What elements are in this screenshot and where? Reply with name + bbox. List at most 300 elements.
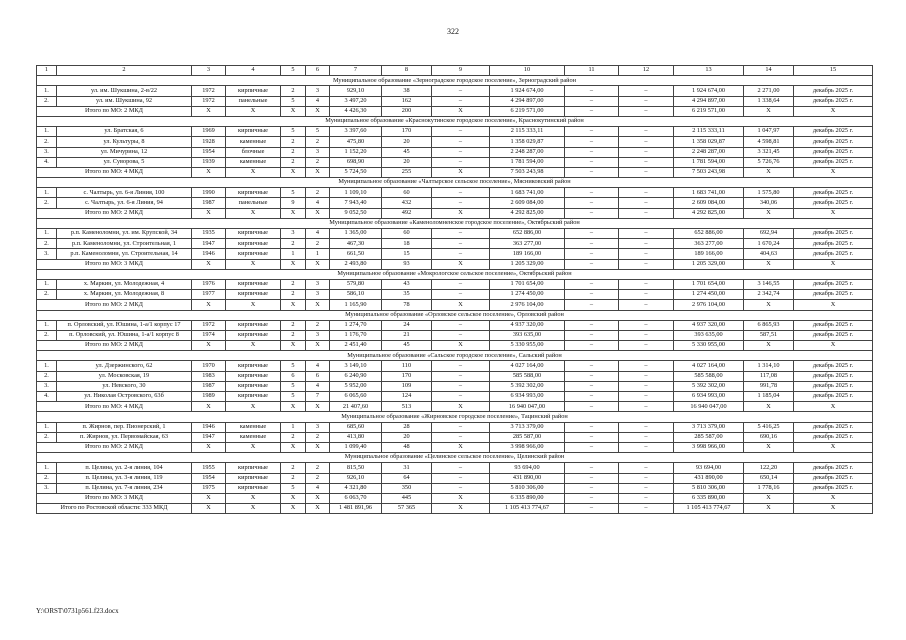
table-cell: 652 886,00: [674, 229, 744, 239]
column-number-cell: 8: [382, 66, 432, 76]
table-cell: X: [192, 208, 226, 218]
section-title-row: [37, 310, 873, 320]
table-cell: 393 635,00: [674, 330, 744, 340]
table-cell: 5: [281, 361, 306, 371]
table-cell: X: [192, 167, 226, 177]
table-cell: X: [794, 259, 873, 269]
table-cell: –: [565, 198, 619, 208]
table-cell: 6 335 890,00: [490, 493, 565, 503]
table-cell: –: [619, 320, 674, 330]
table-cell: X: [306, 402, 330, 412]
table-cell: X: [226, 259, 281, 269]
table-cell: 6: [281, 371, 306, 381]
table-cell: 4 937 320,00: [674, 320, 744, 330]
table-cell: 1 781 594,00: [674, 157, 744, 167]
table-cell: 2 976 104,00: [674, 300, 744, 310]
column-number-cell: 10: [490, 66, 565, 76]
table-cell: –: [565, 361, 619, 371]
table-cell: X: [432, 208, 490, 218]
table-cell: X: [226, 442, 281, 452]
table-cell: 585 588,00: [490, 371, 565, 381]
table-cell: X: [794, 402, 873, 412]
table-cell: 5 952,00: [330, 381, 382, 391]
table-row: [37, 249, 873, 259]
data-table: [36, 65, 873, 514]
table-cell: декабрь 2025 г.: [794, 157, 873, 167]
table-cell: 9: [281, 198, 306, 208]
table-cell: –: [432, 239, 490, 249]
table-cell: 815,50: [330, 463, 382, 473]
table-cell: X: [432, 504, 490, 514]
table-cell: 78: [382, 300, 432, 310]
table-cell: –: [432, 137, 490, 147]
table-cell: 5: [281, 392, 306, 402]
table-cell: 60: [382, 229, 432, 239]
table-cell: 2: [281, 137, 306, 147]
table-row: [37, 188, 873, 198]
table-row: [37, 290, 873, 300]
table-row: [37, 473, 873, 483]
table-cell: 3 149,10: [330, 361, 382, 371]
table-cell: 6: [306, 371, 330, 381]
table-cell: X: [306, 106, 330, 116]
table-row: [37, 361, 873, 371]
table-cell: декабрь 2025 г.: [794, 463, 873, 473]
table-cell: 2: [306, 473, 330, 483]
table-cell: X: [192, 341, 226, 351]
table-cell: 1 575,80: [744, 188, 794, 198]
table-row: [37, 239, 873, 249]
table-row: [37, 320, 873, 330]
table-cell: 4: [306, 361, 330, 371]
table-cell: X: [306, 341, 330, 351]
table-cell: 20: [382, 157, 432, 167]
table-cell: –: [565, 300, 619, 310]
table-row: [37, 371, 873, 381]
table-cell: 2: [306, 432, 330, 442]
column-number-row: [37, 66, 873, 76]
table-cell: –: [619, 157, 674, 167]
table-cell: –: [565, 249, 619, 259]
table-cell: –: [565, 432, 619, 442]
column-number-cell: 9: [432, 66, 490, 76]
table-cell: 4 292 825,00: [490, 208, 565, 218]
table-cell: 1.: [37, 422, 57, 432]
table-cell: –: [432, 86, 490, 96]
table-cell: –: [619, 493, 674, 503]
table-cell: 9 052,50: [330, 208, 382, 218]
table-cell: п. Целина, ул. 7-я линия, 234: [57, 483, 192, 493]
table-cell: кирпичные: [226, 361, 281, 371]
subtotal-label: Итого по МО: 3 МКД: [37, 493, 192, 503]
table-cell: 93 694,00: [674, 463, 744, 473]
table-cell: –: [619, 504, 674, 514]
table-cell: п. Жирнов, пер. Пионерский, 1: [57, 422, 192, 432]
table-cell: –: [565, 290, 619, 300]
table-cell: 2.: [37, 239, 57, 249]
table-cell: 1972: [192, 96, 226, 106]
table-cell: декабрь 2025 г.: [794, 198, 873, 208]
table-cell: 445: [382, 493, 432, 503]
table-cell: X: [226, 300, 281, 310]
subtotal-label: Итого по МО: 2 МКД: [37, 208, 192, 218]
table-cell: 4: [306, 96, 330, 106]
subtotal-row: [37, 259, 873, 269]
table-cell: 4 937 320,00: [490, 320, 565, 330]
table-cell: –: [432, 249, 490, 259]
table-cell: 2.: [37, 137, 57, 147]
table-cell: 6 240,90: [330, 371, 382, 381]
table-cell: –: [432, 188, 490, 198]
table-cell: 3 397,60: [330, 127, 382, 137]
table-cell: 2 248 287,00: [490, 147, 565, 157]
table-cell: 1 358 029,87: [674, 137, 744, 147]
table-cell: 6 865,93: [744, 320, 794, 330]
table-cell: 5: [281, 188, 306, 198]
table-cell: 1 047,97: [744, 127, 794, 137]
table-cell: кирпичные: [226, 239, 281, 249]
table-cell: 2: [281, 320, 306, 330]
table-cell: с. Чалтырь, ул. 6-я Линия, 100: [57, 188, 192, 198]
table-cell: 285 587,00: [674, 432, 744, 442]
table-cell: 1983: [192, 371, 226, 381]
table-cell: X: [744, 504, 794, 514]
table-cell: 1 481 891,96: [330, 504, 382, 514]
table-cell: 1 176,70: [330, 330, 382, 340]
table-cell: 1 185,04: [744, 392, 794, 402]
table-cell: 3.: [37, 381, 57, 391]
table-cell: декабрь 2025 г.: [794, 96, 873, 106]
table-cell: 1 274 450,00: [674, 290, 744, 300]
table-cell: 2 115 333,11: [674, 127, 744, 137]
table-cell: 2: [281, 330, 306, 340]
section-title: Муниципальное образование «Орловское сельское поселение», Орловский район: [37, 310, 873, 320]
table-cell: 24: [382, 320, 432, 330]
table-cell: 4: [306, 229, 330, 239]
table-cell: 1: [306, 249, 330, 259]
table-cell: п. Орловский, ул. Юшина, 1-а/1 корпус 17: [57, 320, 192, 330]
table-cell: 45: [382, 147, 432, 157]
table-cell: X: [306, 208, 330, 218]
table-cell: –: [619, 392, 674, 402]
table-cell: 1.: [37, 361, 57, 371]
table-cell: X: [432, 106, 490, 116]
table-cell: 929,10: [330, 86, 382, 96]
table-cell: 2: [306, 239, 330, 249]
table-cell: –: [619, 208, 674, 218]
table-row: [37, 198, 873, 208]
table-cell: 4 321,80: [330, 483, 382, 493]
table-cell: –: [432, 290, 490, 300]
table-cell: 3: [306, 147, 330, 157]
column-number-cell: 11: [565, 66, 619, 76]
table-cell: 162: [382, 96, 432, 106]
table-cell: 2.: [37, 198, 57, 208]
table-cell: 579,80: [330, 279, 382, 289]
table-cell: 21 407,60: [330, 402, 382, 412]
table-cell: –: [619, 371, 674, 381]
table-cell: X: [306, 259, 330, 269]
table-cell: X: [744, 300, 794, 310]
table-cell: 1.: [37, 188, 57, 198]
section-title: Муниципальное образование «Краснокутинское городское поселение», Краснокутинский район: [37, 116, 873, 126]
table-cell: р.п. Каменоломни, ул. Строительная, 14: [57, 249, 192, 259]
table-cell: ул. Дзержинского, 62: [57, 361, 192, 371]
table-cell: –: [619, 330, 674, 340]
table-cell: 15: [382, 249, 432, 259]
subtotal-label: Итого по МО: 2 МКД: [37, 300, 192, 310]
subtotal-row: [37, 208, 873, 218]
table-cell: –: [619, 127, 674, 137]
table-cell: 48: [382, 442, 432, 452]
table-cell: 110: [382, 361, 432, 371]
table-cell: –: [565, 167, 619, 177]
section-title: Муниципальное образование «Каменоломненское городское поселение», Октябрьский район: [37, 218, 873, 228]
table-cell: X: [281, 341, 306, 351]
table-cell: 7: [306, 392, 330, 402]
subtotal-row: [37, 167, 873, 177]
table-cell: –: [432, 432, 490, 442]
table-cell: 1 701 654,00: [490, 279, 565, 289]
table-cell: –: [432, 279, 490, 289]
table-cell: 3: [281, 229, 306, 239]
table-cell: –: [565, 259, 619, 269]
table-cell: X: [794, 106, 873, 116]
table-cell: 5: [281, 381, 306, 391]
table-cell: 650,14: [744, 473, 794, 483]
table-cell: 1 701 654,00: [674, 279, 744, 289]
table-cell: –: [432, 483, 490, 493]
table-cell: 2: [281, 279, 306, 289]
table-cell: –: [432, 473, 490, 483]
table-cell: X: [226, 208, 281, 218]
table-cell: 3 998 966,00: [674, 442, 744, 452]
table-row: [37, 432, 873, 442]
table-cell: кирпичные: [226, 483, 281, 493]
table-cell: 5 416,25: [744, 422, 794, 432]
subtotal-row: [37, 442, 873, 452]
table-cell: 1935: [192, 229, 226, 239]
table-cell: кирпичные: [226, 381, 281, 391]
table-cell: X: [226, 504, 281, 514]
table-row: [37, 392, 873, 402]
table-cell: –: [565, 279, 619, 289]
table-cell: –: [565, 239, 619, 249]
table-cell: X: [192, 300, 226, 310]
table-cell: 690,16: [744, 432, 794, 442]
table-cell: 7 503 243,98: [490, 167, 565, 177]
table-cell: 38: [382, 86, 432, 96]
table-cell: 4: [306, 198, 330, 208]
section-title: Муниципальное образование «Целинское сельское поселение», Целинский район: [37, 453, 873, 463]
subtotal-row: [37, 300, 873, 310]
table-cell: –: [619, 279, 674, 289]
table-cell: декабрь 2025 г.: [794, 249, 873, 259]
table-cell: 16 940 047,00: [490, 402, 565, 412]
table-row: [37, 279, 873, 289]
table-cell: 285 587,00: [490, 432, 565, 442]
table-cell: 404,63: [744, 249, 794, 259]
table-cell: 1.: [37, 229, 57, 239]
table-cell: –: [565, 208, 619, 218]
table-cell: 20: [382, 137, 432, 147]
table-cell: X: [432, 493, 490, 503]
table-cell: 926,10: [330, 473, 382, 483]
table-cell: 5: [281, 96, 306, 106]
table-cell: X: [192, 259, 226, 269]
table-cell: 1947: [192, 432, 226, 442]
table-cell: 2.: [37, 432, 57, 442]
table-cell: ул. Мичурина, 12: [57, 147, 192, 157]
table-cell: декабрь 2025 г.: [794, 473, 873, 483]
subtotal-label: Итого по МО: 2 МКД: [37, 341, 192, 351]
table-cell: декабрь 2025 г.: [794, 483, 873, 493]
table-cell: X: [744, 341, 794, 351]
table-cell: –: [565, 96, 619, 106]
table-cell: 4: [306, 381, 330, 391]
table-cell: X: [744, 167, 794, 177]
table-cell: ул. Братская, 6: [57, 127, 192, 137]
table-cell: X: [281, 442, 306, 452]
subtotal-label: Итого по МО: 4 МКД: [37, 402, 192, 412]
table-cell: X: [281, 208, 306, 218]
table-cell: –: [432, 147, 490, 157]
table-cell: 2: [306, 463, 330, 473]
table-cell: X: [432, 167, 490, 177]
table-cell: X: [226, 493, 281, 503]
table-cell: –: [565, 392, 619, 402]
table-cell: –: [619, 473, 674, 483]
table-cell: –: [565, 422, 619, 432]
table-cell: –: [619, 249, 674, 259]
table-cell: 3.: [37, 147, 57, 157]
table-cell: –: [432, 127, 490, 137]
table-cell: 4 292 825,00: [674, 208, 744, 218]
table-cell: 2 609 084,00: [674, 198, 744, 208]
table-row: [37, 330, 873, 340]
table-cell: 3: [306, 330, 330, 340]
table-cell: –: [619, 463, 674, 473]
table-cell: 43: [382, 279, 432, 289]
table-cell: 2 248 287,00: [674, 147, 744, 157]
section-title-row: [37, 116, 873, 126]
table-cell: 3.: [37, 249, 57, 259]
table-cell: 1976: [192, 279, 226, 289]
table-cell: 28: [382, 422, 432, 432]
table-cell: X: [432, 259, 490, 269]
table-cell: X: [794, 208, 873, 218]
table-cell: р.п. Каменоломни, ул. им. Крупской, 34: [57, 229, 192, 239]
table-cell: каменные: [226, 432, 281, 442]
table-cell: 1 152,20: [330, 147, 382, 157]
table-cell: 513: [382, 402, 432, 412]
table-cell: –: [565, 504, 619, 514]
table-cell: 431 890,00: [674, 473, 744, 483]
section-title: Муниципальное образование «Зерноградское городское поселение», Зерноградский район: [37, 76, 873, 86]
table-cell: 200: [382, 106, 432, 116]
table-cell: 1 205 329,00: [490, 259, 565, 269]
table-cell: X: [226, 341, 281, 351]
table-cell: п. Жирнов, ул. Первомайская, 63: [57, 432, 192, 442]
subtotal-label: Итого по МО: 3 МКД: [37, 259, 192, 269]
table-cell: –: [565, 137, 619, 147]
subtotal-row: [37, 402, 873, 412]
table-cell: декабрь 2025 г.: [794, 239, 873, 249]
subtotal-row: [37, 341, 873, 351]
subtotal-row: [37, 493, 873, 503]
table-cell: декабрь 2025 г.: [794, 432, 873, 442]
table-cell: 5 810 306,00: [674, 483, 744, 493]
table-row: [37, 86, 873, 96]
table-cell: 1 099,40: [330, 442, 382, 452]
table-cell: 4 294 897,00: [674, 96, 744, 106]
table-cell: 3.: [37, 483, 57, 493]
table-cell: 1.: [37, 320, 57, 330]
table-cell: –: [619, 432, 674, 442]
table-cell: X: [794, 300, 873, 310]
table-cell: –: [565, 188, 619, 198]
table-cell: 57 365: [382, 504, 432, 514]
table-cell: 3 998 966,00: [490, 442, 565, 452]
subtotal-row: [37, 106, 873, 116]
table-cell: X: [432, 402, 490, 412]
table-cell: 1 358 029,87: [490, 137, 565, 147]
table-cell: –: [565, 320, 619, 330]
table-cell: ул. Московская, 19: [57, 371, 192, 381]
table-cell: 1 365,00: [330, 229, 382, 239]
table-cell: X: [744, 259, 794, 269]
table-cell: 1 165,90: [330, 300, 382, 310]
table-cell: 1972: [192, 320, 226, 330]
table-cell: X: [432, 300, 490, 310]
table-cell: 5 724,50: [330, 167, 382, 177]
table-cell: X: [226, 402, 281, 412]
table-cell: 5: [281, 127, 306, 137]
table-cell: 1 314,10: [744, 361, 794, 371]
table-cell: 189 166,00: [490, 249, 565, 259]
table-cell: 363 277,00: [674, 239, 744, 249]
table-cell: 4 426,30: [330, 106, 382, 116]
column-number-cell: 14: [744, 66, 794, 76]
table-cell: 122,20: [744, 463, 794, 473]
table-cell: кирпичные: [226, 229, 281, 239]
table-cell: 1 778,16: [744, 483, 794, 493]
table-cell: –: [565, 106, 619, 116]
table-cell: 170: [382, 371, 432, 381]
table-cell: 1 670,24: [744, 239, 794, 249]
table-cell: 255: [382, 167, 432, 177]
table-cell: п. Орловский, ул. Юшина, 1-а/1 корпус 8: [57, 330, 192, 340]
table-cell: X: [744, 208, 794, 218]
table-cell: –: [432, 361, 490, 371]
table-cell: 3 497,20: [330, 96, 382, 106]
table-cell: X: [794, 504, 873, 514]
table-cell: 109: [382, 381, 432, 391]
table-cell: 698,90: [330, 157, 382, 167]
table-cell: 1928: [192, 137, 226, 147]
table-cell: –: [432, 320, 490, 330]
table-cell: –: [432, 229, 490, 239]
table-cell: 4.: [37, 157, 57, 167]
table-cell: 4 598,81: [744, 137, 794, 147]
section-title: Муниципальное образование «Сальское городское поселение», Сальский район: [37, 351, 873, 361]
table-cell: панельные: [226, 198, 281, 208]
table-cell: X: [281, 300, 306, 310]
table-cell: 124: [382, 392, 432, 402]
table-cell: р.п. Каменоломни, ул. Строительная, 1: [57, 239, 192, 249]
column-number-cell: 7: [330, 66, 382, 76]
table-cell: 1.: [37, 279, 57, 289]
